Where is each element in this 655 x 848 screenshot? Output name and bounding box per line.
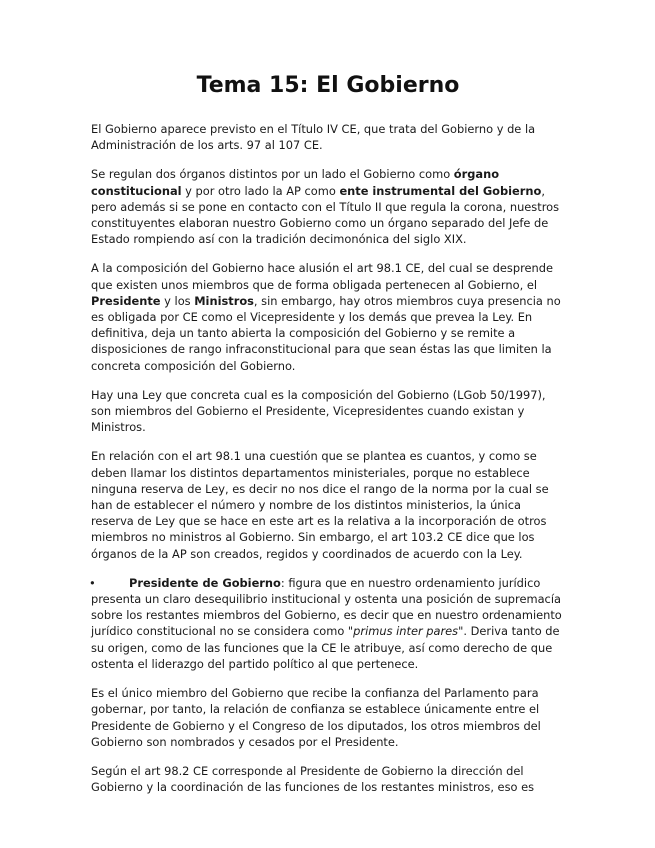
paragraph-ley: Hay una Ley que concreta cual es la composición del Gobierno (LGob 50/1997), son miembros del Gobierno el Presidente, Vicepresidentes cuando existan y Ministros. <box>91 387 546 435</box>
text: A la composición del Gobierno hace alusión el art 98.1 CE, del cual se desprende que existen unos miembros que de forma obligada pertenecen al Gobierno, el <box>91 261 553 292</box>
text: , pero además si se pone en contacto con el Título II que regula la corona, nuestros constituyentes elaboran nuestro Gobierno como un órgano separado del Jefe de Estado rompiendo así con la tradición decimonónica del siglo XIX. <box>91 183 560 247</box>
text: : figura que en nuestro ordenamiento jurídico presenta un claro desequilibrio institucional y ostenta una posición de supremacía sobre los restantes miembros del Gobierno, es decir que en nuestro ordenamiento jurídico constitucional no se considera como " <box>91 575 562 639</box>
paragraph-ministerios: En relación con el art 98.1 una cuestión que se plantea es cuantos, y como se deben llamar los distintos departamentos ministeriales, porque no establece ninguna reserva de Ley, es decir no nos dice el rango de la norma por la cual se han de establecer el número y nombre de los distintos ministerios, la única reserva de Ley que se hace en este art es la relativa a la incorporación de otros miembros no ministros al Gobierno. Sin embargo, el art 103.2 CE dice que los órganos de la AP son creados, regidos y coordinados de acuerdo con la Ley. <box>91 449 549 561</box>
bold-term: Presidente de Gobierno <box>129 575 281 590</box>
bullet-presidente <box>91 575 565 672</box>
italic-term: primus inter pares <box>353 624 459 639</box>
text: ". Deriva tanto de su origen, como de las funciones que la CE le atribuye, así como derecho de que ostenta el liderazgo del partido político al que pertenece. <box>91 624 560 671</box>
bold-term: Ministros <box>194 293 254 308</box>
text: y por otro lado la AP como <box>181 183 340 198</box>
bold-term: Presidente <box>91 293 161 308</box>
bold-term: ente instrumental del Gobierno <box>339 183 542 198</box>
paragraph-organos <box>91 166 565 247</box>
bold-term: órgano constitucional <box>91 167 500 198</box>
page-title: Tema 15: El Gobierno <box>196 73 460 98</box>
text: y los <box>160 293 195 308</box>
paragraph-confianza: Es el único miembro del Gobierno que recibe la confianza del Parlamento para gobernar, por tanto, la relación de confianza se establece únicamente entre el Presidente de Gobierno y el Congreso de los diputados, los otros miembros del Gobierno son nombrados y cesados por el Presidente. <box>91 686 541 749</box>
paragraph-intro: El Gobierno aparece previsto en el Título IV CE, que trata del Gobierno y de la Administración de los arts. 97 al 107 CE. <box>91 122 536 153</box>
text: , sin embargo, hay otros miembros cuya presencia no es obligada por CE como el Vicepresidente y los demás que prevea la Ley. En definitiva, deja un tanto abierta la composición del Gobierno y se remite a disposiciones de rango infraconstitucional para que sean éstas las que limiten la concreta composición del Gobierno. <box>91 293 561 373</box>
paragraph-composicion <box>91 260 565 373</box>
bullet-icon: • <box>89 575 96 590</box>
text: Se regulan dos órganos distintos por un lado el Gobierno como <box>91 167 454 182</box>
paragraph-direccion: Según el art 98.2 CE corresponde al Presidente de Gobierno la dirección del Gobierno y la coordinación de las funciones de los restantes ministros, eso es <box>91 763 535 795</box>
